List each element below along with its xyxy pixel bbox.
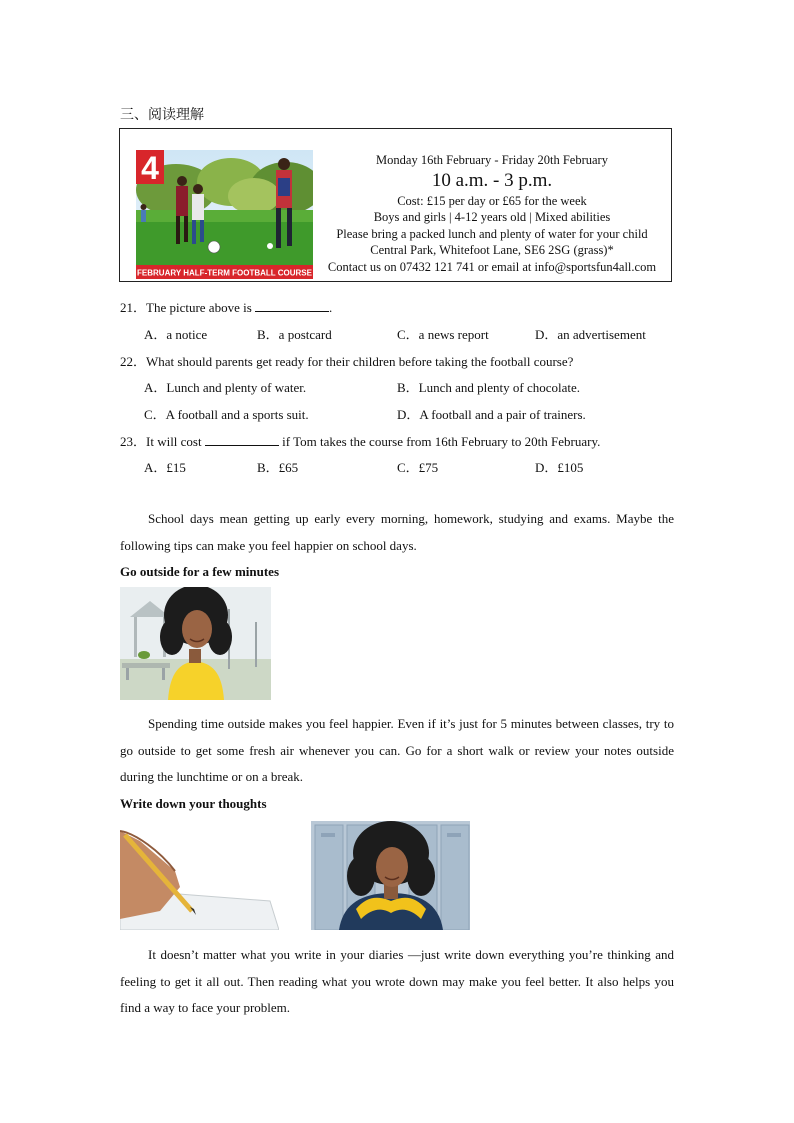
option-22-d[interactable]: D．A football and a pair of trainers. [397,407,586,422]
question-stem-end: . [329,300,333,315]
ad-banner: FEBRUARY HALF-TERM FOOTBALL COURSE [137,268,312,278]
question-stem: 23．It will cost [120,434,205,449]
ad-audience: Boys and girls | 4-12 years old | Mixed abilities [373,210,611,224]
football-photo [136,150,313,279]
option-21-b[interactable]: B．a postcard [257,327,332,342]
football-course-ad [119,128,672,282]
question-23 [120,431,600,450]
option-23-a[interactable]: A．£15 [144,460,186,475]
ad-lunch-note: Please bring a packed lunch and plenty of water for your child [336,226,648,241]
option-23-c[interactable]: C．£75 [397,460,439,475]
question-stem: 21．The picture above is [120,300,256,315]
option-23-d[interactable]: D．£105 [535,460,584,475]
question-22 [120,351,573,370]
ad-dates: Monday 16th February - Friday 20th February [376,153,608,167]
hand-writing-illustration [120,821,279,930]
question-21 [120,297,332,316]
tip-heading-outside: Go outside for a few minutes [120,564,280,579]
tip-paragraph-write: It doesn’t matter what you write in your diaries —just write down everything you’re thinking and feeling to get it all out. Then reading what you wrote down may make you feel better. It also helps you find a way to face your problem. [120,947,674,1015]
option-22-a[interactable]: A．Lunch and plenty of water. [144,380,307,395]
ad-time: 10 a.m. - 3 p.m. [431,169,553,191]
answer-blank [205,434,279,446]
question-stem-end: if Tom takes the course from 16th February to 20th February. [278,434,601,449]
option-23-b[interactable]: B．£65 [257,460,299,475]
option-21-d[interactable]: D．an advertisement [535,327,646,342]
question-stem: 22．What should parents get ready for their children before taking the football course? [120,354,574,369]
ad-contact: Contact us on 07432 121 741 or email at info@sportsfun4all.com [327,259,657,274]
girl-outside-illustration [120,587,271,700]
logo-number: 4 [141,150,159,186]
section-title: 三、阅读理解 [120,107,204,123]
tip-heading-write: Write down your thoughts [120,796,267,811]
option-22-c[interactable]: C．A football and a sports suit. [144,407,309,422]
answer-blank [255,300,329,312]
tip-paragraph-outside: Spending time outside makes you feel happier. Even if it’s just for 5 minutes between classes, try to go outside to get some fresh air whenever you can. Go for a short walk or review your notes outside during the lunchtime or on a break. [120,716,674,784]
option-21-a[interactable]: A．a notice [144,327,208,342]
option-21-c[interactable]: C．a news report [397,327,489,342]
girl-lockers-illustration [311,821,470,930]
ad-cost: Cost: £15 per day or £65 for the week [397,193,587,208]
ad-location: Central Park, Whitefoot Lane, SE6 2SG (grass)* [370,243,614,257]
ad-details [316,152,668,275]
option-22-b[interactable]: B．Lunch and plenty of chocolate. [397,380,581,395]
passage-intro: School days mean getting up early every morning, homework, studying and exams. Maybe the following tips can make you feel happier on school days. [120,511,674,553]
